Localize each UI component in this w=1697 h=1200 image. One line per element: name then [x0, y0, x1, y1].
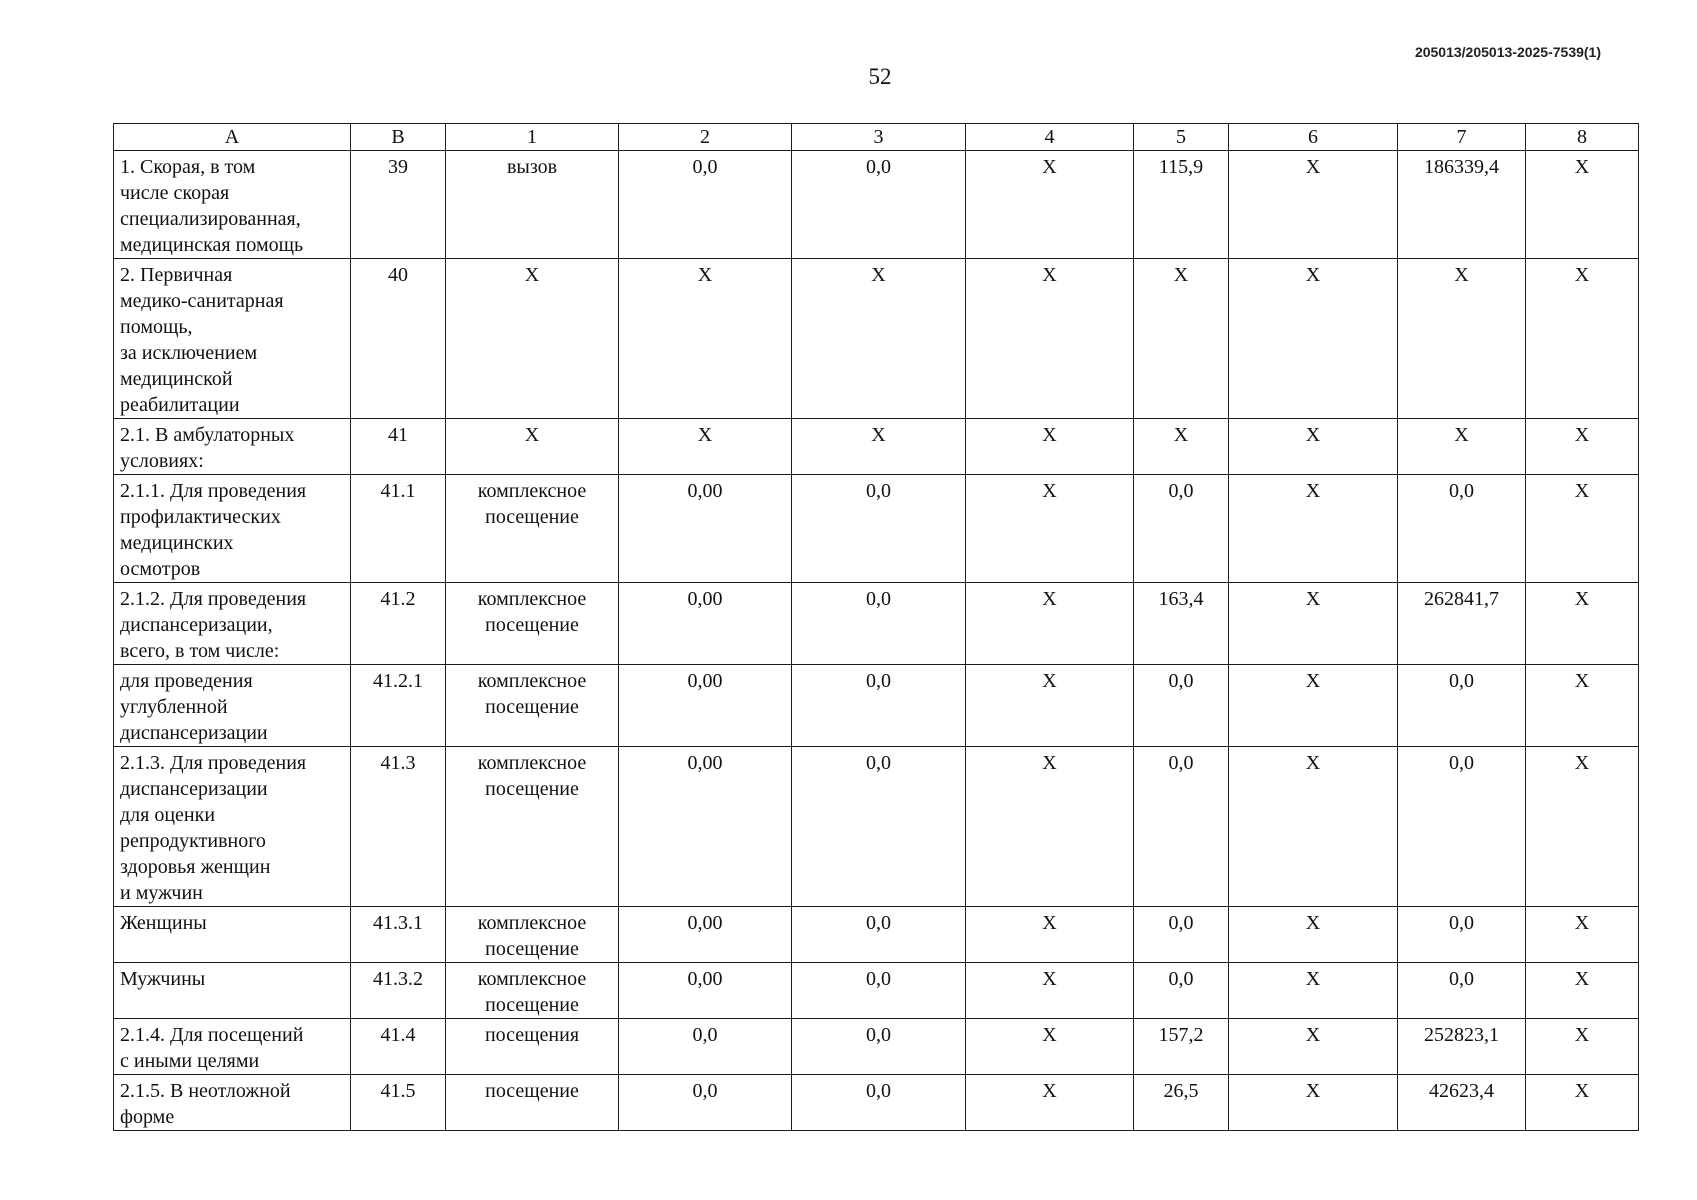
table-row	[114, 747, 1639, 907]
value-cell: 0,0	[619, 151, 792, 259]
value-cell: X	[1229, 963, 1398, 1019]
unit-cell: комплексное посещение	[446, 747, 619, 907]
row-label: для проведения углубленной диспансеризации	[114, 665, 351, 747]
unit-cell: комплексное посещение	[446, 475, 619, 583]
value-cell: 0,0	[792, 747, 966, 907]
value-cell: 157,2	[1134, 1019, 1229, 1075]
value-cell: 163,4	[1134, 583, 1229, 665]
value-cell: X	[1526, 259, 1639, 419]
row-code: 41.3	[351, 747, 446, 907]
value-cell: X	[966, 419, 1134, 475]
unit-cell: комплексное посещение	[446, 665, 619, 747]
value-cell: X	[1134, 419, 1229, 475]
value-cell: X	[1229, 259, 1398, 419]
value-cell: 115,9	[1134, 151, 1229, 259]
column-header: 5	[1134, 124, 1229, 151]
table-body	[114, 151, 1639, 1131]
value-cell: 0,0	[1398, 963, 1526, 1019]
row-label: 2.1.2. Для проведения диспансеризации, всего, в том числе:	[114, 583, 351, 665]
column-header: 6	[1229, 124, 1398, 151]
row-label: Мужчины	[114, 963, 351, 1019]
value-cell: X	[1229, 1019, 1398, 1075]
value-cell: X	[966, 475, 1134, 583]
unit-cell: посещения	[446, 1019, 619, 1075]
value-cell: 0,0	[792, 907, 966, 963]
value-cell: X	[966, 963, 1134, 1019]
value-cell: X	[1526, 665, 1639, 747]
value-cell: 42623,4	[1398, 1075, 1526, 1131]
column-header: 1	[446, 124, 619, 151]
value-cell: X	[1526, 475, 1639, 583]
row-code: 41.3.1	[351, 907, 446, 963]
value-cell: 0,0	[792, 151, 966, 259]
table-row	[114, 665, 1639, 747]
unit-cell: X	[446, 419, 619, 475]
value-cell: 0,0	[1398, 747, 1526, 907]
row-label: Женщины	[114, 907, 351, 963]
value-cell: 0,0	[1398, 907, 1526, 963]
value-cell: 186339,4	[1398, 151, 1526, 259]
unit-cell: X	[446, 259, 619, 419]
row-code: 41.3.2	[351, 963, 446, 1019]
value-cell: X	[1526, 1019, 1639, 1075]
unit-cell: вызов	[446, 151, 619, 259]
value-cell: X	[1229, 665, 1398, 747]
value-cell: 0,0	[1398, 475, 1526, 583]
value-cell: X	[1398, 419, 1526, 475]
row-code: 41	[351, 419, 446, 475]
row-label: 2.1. В амбулаторных условиях:	[114, 419, 351, 475]
column-header: 8	[1526, 124, 1639, 151]
value-cell: X	[792, 419, 966, 475]
column-header: 4	[966, 124, 1134, 151]
row-label: 2.1.3. Для проведения диспансеризации для оценки репродуктивного здоровья женщин и мужчин	[114, 747, 351, 907]
table-row	[114, 151, 1639, 259]
value-cell: 0,00	[619, 475, 792, 583]
value-cell: 0,0	[1134, 963, 1229, 1019]
value-cell: X	[1526, 419, 1639, 475]
table-row	[114, 259, 1639, 419]
value-cell: X	[619, 419, 792, 475]
value-cell: X	[966, 665, 1134, 747]
value-cell: X	[1229, 475, 1398, 583]
value-cell: 0,0	[792, 665, 966, 747]
table-row	[114, 475, 1639, 583]
table-row	[114, 963, 1639, 1019]
value-cell: 0,0	[619, 1075, 792, 1131]
header-row	[114, 124, 1639, 151]
column-header: В	[351, 124, 446, 151]
value-cell: X	[1526, 151, 1639, 259]
value-cell: 0,00	[619, 907, 792, 963]
value-cell: 0,00	[619, 665, 792, 747]
row-code: 41.5	[351, 1075, 446, 1131]
value-cell: 0,0	[1134, 907, 1229, 963]
value-cell: X	[966, 1019, 1134, 1075]
row-label: 1. Скорая, в том числе скорая специализированная, медицинская помощь	[114, 151, 351, 259]
table-row	[114, 907, 1639, 963]
data-table	[113, 123, 1639, 1131]
value-cell: X	[792, 259, 966, 419]
page-number: 52	[868, 64, 892, 89]
row-code: 41.4	[351, 1019, 446, 1075]
row-code: 41.1	[351, 475, 446, 583]
row-label: 2.1.1. Для проведения профилактических медицинских осмотров	[114, 475, 351, 583]
column-header: 2	[619, 124, 792, 151]
column-header: 3	[792, 124, 966, 151]
value-cell: 0,0	[792, 1075, 966, 1131]
value-cell: X	[1526, 907, 1639, 963]
value-cell: 0,0	[792, 583, 966, 665]
value-cell: 0,0	[1134, 665, 1229, 747]
value-cell: X	[1398, 259, 1526, 419]
value-cell: 0,0	[1134, 747, 1229, 907]
value-cell: 252823,1	[1398, 1019, 1526, 1075]
unit-cell: комплексное посещение	[446, 907, 619, 963]
value-cell: 0,0	[1134, 475, 1229, 583]
table-row	[114, 1019, 1639, 1075]
value-cell: X	[966, 151, 1134, 259]
row-code: 41.2.1	[351, 665, 446, 747]
value-cell: X	[1526, 747, 1639, 907]
unit-cell: комплексное посещение	[446, 963, 619, 1019]
column-header: 7	[1398, 124, 1526, 151]
row-label: 2. Первичная медико-санитарная помощь, за исключением медицинской реабилитации	[114, 259, 351, 419]
value-cell: 0,0	[792, 1019, 966, 1075]
row-code: 39	[351, 151, 446, 259]
value-cell: X	[966, 583, 1134, 665]
value-cell: X	[1229, 1075, 1398, 1131]
value-cell: X	[1229, 583, 1398, 665]
value-cell: 262841,7	[1398, 583, 1526, 665]
value-cell: X	[966, 259, 1134, 419]
column-header: А	[114, 124, 351, 151]
value-cell: X	[1229, 419, 1398, 475]
value-cell: 0,00	[619, 747, 792, 907]
value-cell: X	[966, 1075, 1134, 1131]
value-cell: 0,0	[792, 475, 966, 583]
table-row	[114, 583, 1639, 665]
value-cell: X	[1229, 747, 1398, 907]
table-row	[114, 1075, 1639, 1131]
unit-cell: комплексное посещение	[446, 583, 619, 665]
table-row	[114, 419, 1639, 475]
value-cell: X	[1134, 259, 1229, 419]
row-label: 2.1.4. Для посещений с иными целями	[114, 1019, 351, 1075]
value-cell: 0,0	[619, 1019, 792, 1075]
value-cell: X	[1526, 1075, 1639, 1131]
value-cell: 0,0	[1398, 665, 1526, 747]
row-code: 40	[351, 259, 446, 419]
value-cell: X	[619, 259, 792, 419]
value-cell: X	[966, 747, 1134, 907]
row-label: 2.1.5. В неотложной форме	[114, 1075, 351, 1131]
value-cell: X	[1229, 151, 1398, 259]
row-code: 41.2	[351, 583, 446, 665]
value-cell: 0,0	[792, 963, 966, 1019]
value-cell: X	[966, 907, 1134, 963]
unit-cell: посещение	[446, 1075, 619, 1131]
value-cell: X	[1229, 907, 1398, 963]
value-cell: X	[1526, 583, 1639, 665]
value-cell: 0,00	[619, 583, 792, 665]
value-cell: 26,5	[1134, 1075, 1229, 1131]
value-cell: 0,00	[619, 963, 792, 1019]
document-id: 205013/205013-2025-7539(1)	[1414, 44, 1601, 60]
value-cell: X	[1526, 963, 1639, 1019]
